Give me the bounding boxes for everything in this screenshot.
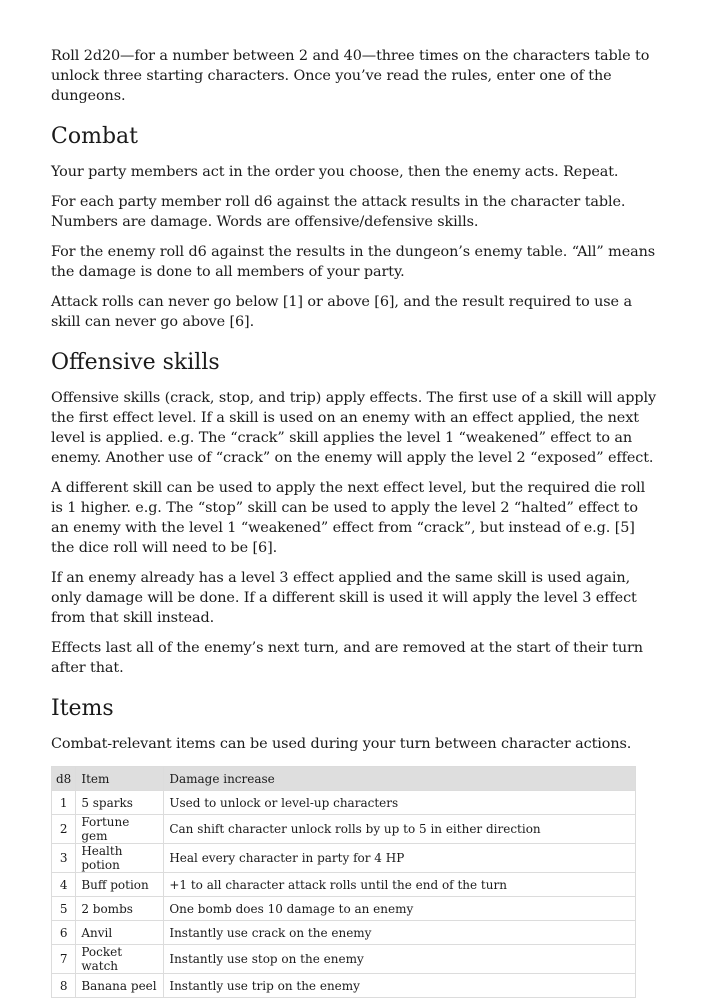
combat-paragraph: For the enemy roll d6 against the results in the dungeon’s enemy table. “All” means the damage is done to all members of your party.	[51, 244, 656, 280]
items-paragraph: Combat-relevant items can be used during your turn between character actions.	[51, 736, 632, 752]
row-item: 2 bombs	[76, 897, 164, 921]
row-effect: Used to unlock or level-up characters	[164, 791, 636, 815]
row-effect: Can shift character unlock rolls by up to 5 in either direction	[164, 815, 636, 844]
intro-paragraph: Roll 2d20—for a number between 2 and 40—three times on the characters table to unlock three starting characters. Once you’ve read the rules, enter one of the dungeons.	[51, 48, 650, 104]
items-table	[51, 766, 636, 998]
row-effect: One bomb does 10 damage to an enemy	[164, 897, 636, 921]
table-row	[52, 791, 636, 815]
row-roll: 5	[52, 897, 76, 921]
row-effect: Instantly use stop on the enemy	[164, 945, 636, 974]
offensive-paragraph: Effects last all of the enemy’s next turn, and are removed at the start of their turn after that.	[51, 640, 643, 676]
combat-paragraph: Your party members act in the order you choose, then the enemy acts. Repeat.	[51, 164, 619, 180]
table-row	[52, 974, 636, 998]
offensive-paragraph: A different skill can be used to apply the next effect level, but the required die roll is 1 higher. e.g. The “stop” skill can be used to apply the level 2 “halted” effect to an enemy with the level 1 “weakened” effect from “crack”, but instead of e.g. [5] the dice roll will need to be [6].	[51, 480, 646, 556]
row-roll: 3	[52, 844, 76, 873]
row-item: Anvil	[76, 921, 164, 945]
offensive-paragraph: If an enemy already has a level 3 effect applied and the same skill is used again, only damage will be done. If a different skill is used it will apply the level 3 effect from that skill instead.	[51, 570, 637, 626]
row-roll: 7	[52, 945, 76, 974]
row-item: 5 sparks	[76, 791, 164, 815]
row-effect: Heal every character in party for 4 HP	[164, 844, 636, 873]
table-header-row	[52, 767, 636, 791]
table-row	[52, 844, 636, 873]
row-effect: Instantly use trip on the enemy	[164, 974, 636, 998]
table-row	[52, 873, 636, 897]
offensive-skills-heading: Offensive skills	[51, 350, 220, 375]
offensive-paragraph: Offensive skills (crack, stop, and trip) apply effects. The first use of a skill will apply the first effect level. If a skill is used on an enemy with an effect applied, the next level is applied. e.g. The “crack” skill applies the level 1 “weakened” effect to an enemy. Another use of “crack” on the enemy will apply the level 2 “exposed” effect.	[51, 390, 657, 466]
table-row	[52, 945, 636, 974]
combat-paragraph: Attack rolls can never go below [1] or above [6], and the result required to use a skill can never go above [6].	[51, 294, 632, 330]
row-roll: 6	[52, 921, 76, 945]
table-row	[52, 815, 636, 844]
row-roll: 8	[52, 974, 76, 998]
row-roll: 1	[52, 791, 76, 815]
combat-heading: Combat	[51, 124, 138, 149]
document-page	[51, 46, 657, 998]
row-effect: +1 to all character attack rolls until the end of the turn	[164, 873, 636, 897]
row-effect: Instantly use crack on the enemy	[164, 921, 636, 945]
row-item: Banana peel	[76, 974, 164, 998]
row-item: Fortune gem	[76, 815, 164, 844]
row-roll: 4	[52, 873, 76, 897]
row-item: Buff potion	[76, 873, 164, 897]
table-row	[52, 897, 636, 921]
table-row	[52, 921, 636, 945]
header-d8: d8	[52, 767, 76, 791]
header-damage-increase: Damage increase	[164, 767, 636, 791]
items-heading: Items	[51, 696, 114, 721]
row-item: Health potion	[76, 844, 164, 873]
combat-paragraph: For each party member roll d6 against the attack results in the character table. Numbers are damage. Words are offensive/defensive skills.	[51, 194, 626, 230]
row-item: Pocket watch	[76, 945, 164, 974]
header-item: Item	[76, 767, 164, 791]
row-roll: 2	[52, 815, 76, 844]
